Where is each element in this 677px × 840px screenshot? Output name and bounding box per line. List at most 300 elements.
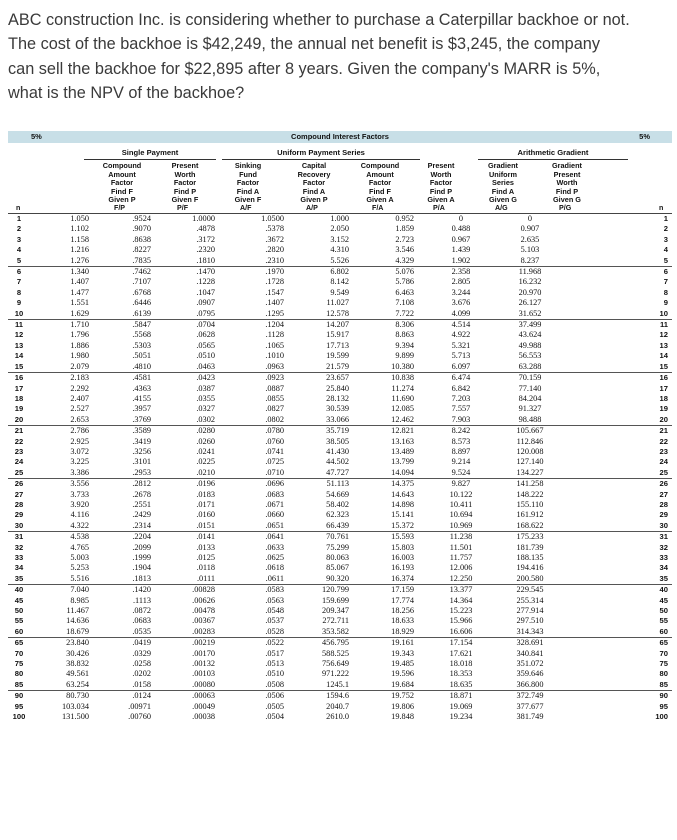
factor-value: .0887	[265, 383, 284, 393]
column-header-line: Factor	[110, 178, 134, 188]
factor-value: 15.593	[391, 532, 414, 542]
period-number: 15	[8, 362, 30, 373]
factor-value: 2.925	[70, 436, 89, 446]
factor-value: 229.545	[516, 585, 544, 595]
factor-value: .7107	[132, 277, 151, 287]
factor-value: 4.099	[428, 309, 494, 320]
period-number: 22	[659, 436, 668, 446]
factor-value: 11.968	[518, 267, 542, 277]
factor-value: 12.085	[391, 404, 414, 414]
factor-value: 161.912	[516, 510, 544, 520]
factor-value: .2820	[265, 245, 284, 255]
factor-value: 11.690	[391, 393, 414, 403]
factor-value: 51.113	[326, 479, 349, 489]
factor-value: 11.027	[326, 298, 349, 308]
period-number: 27	[659, 489, 668, 499]
period-number: 50	[659, 606, 668, 616]
factor-value: .1470	[196, 267, 215, 277]
factor-value: 13.163	[391, 436, 414, 446]
factor-value: 43.624	[518, 330, 542, 340]
factor-value: .0202	[132, 669, 151, 679]
column-header-line: Given F	[234, 195, 262, 205]
factor-value: 1.216	[70, 245, 89, 255]
period-number: 7	[663, 277, 668, 287]
column-header-line: Fund	[239, 169, 257, 179]
factor-value: .1228	[196, 277, 215, 287]
column-header-line: Given G	[553, 195, 581, 205]
table-row	[8, 384, 672, 394]
factor-value: .00478	[192, 606, 215, 616]
factor-value: .00132	[192, 659, 215, 669]
factor-value: 12.462	[365, 415, 428, 426]
factor-value: .00038	[192, 712, 215, 722]
factor-value: .0583	[265, 585, 284, 595]
factor-value: 8.985	[70, 595, 89, 605]
period-number: 16	[659, 373, 668, 383]
factor-value: 19.684	[365, 680, 428, 691]
factor-value: .4581	[132, 373, 151, 383]
factor-value: 10.411	[449, 499, 473, 509]
period-number: 40	[659, 585, 668, 595]
period-number: 6	[16, 267, 22, 277]
factor-value: .4155	[132, 393, 151, 403]
factor-value: .1810	[165, 256, 230, 267]
table-row	[8, 404, 672, 414]
period-number: 30	[566, 521, 672, 532]
factor-value: 37.499	[518, 320, 542, 330]
table-row	[8, 585, 672, 596]
period-number: 10	[8, 309, 30, 320]
column-header-line: Factor	[173, 178, 197, 188]
factor-value: .2551	[132, 499, 151, 509]
table-row	[8, 426, 672, 437]
factor-value: 11.238	[449, 532, 473, 542]
column-header-line: Given G	[489, 195, 517, 205]
column-header-line: Find P	[173, 186, 197, 196]
factor-value: 359.646	[516, 669, 544, 679]
factor-value: 19.752	[391, 691, 414, 701]
factor-value: 272.711	[322, 616, 349, 626]
factor-value: 14.375	[391, 479, 414, 489]
factor-value: 9.899	[395, 351, 414, 361]
factor-value: 2.635	[520, 234, 540, 244]
factor-value: .2812	[132, 479, 151, 489]
factor-value: 15.966	[449, 616, 473, 626]
factor-value: 1.276	[30, 256, 99, 267]
factor-value: 3.556	[70, 479, 89, 489]
factor-value: 456.795	[322, 638, 349, 648]
period-number: 9	[16, 298, 22, 308]
table-row	[8, 341, 672, 351]
factor-value: .0171	[196, 499, 215, 509]
column-header-line: Find F	[111, 186, 133, 196]
factor-value: 63.288	[494, 362, 566, 373]
period-number: 35	[8, 574, 30, 585]
factor-value: 1.902	[428, 256, 494, 267]
factor-value: .0618	[265, 563, 284, 573]
period-number: 3	[663, 234, 668, 244]
factor-value: 209.347	[322, 606, 349, 616]
factor-value: 98.488	[494, 415, 566, 426]
factor-value: 1.0500	[261, 214, 284, 223]
table-title: Compound Interest Factors	[291, 132, 389, 141]
period-number: 34	[659, 563, 668, 573]
factor-value: 328.691	[516, 638, 544, 648]
n-label-right: n	[659, 204, 664, 212]
factor-value: .1547	[265, 287, 284, 297]
factor-value: 277.914	[516, 606, 544, 616]
n-label-left: n	[16, 204, 21, 212]
table-row	[8, 394, 672, 404]
factor-value: 2.653	[30, 415, 99, 426]
factor-value: 1.477	[70, 287, 89, 297]
table-row	[8, 235, 672, 245]
factor-value: .7462	[132, 267, 151, 277]
factor-value: 4.514	[451, 320, 471, 330]
factor-value: 10.122	[449, 489, 473, 499]
factor-value: 21.579	[298, 362, 365, 373]
factor-value: 54.669	[326, 489, 349, 499]
factor-notation: P/A	[433, 204, 445, 212]
group-title: Arithmetic Gradient	[478, 147, 628, 160]
factor-value: .0660	[265, 510, 284, 520]
period-number: 95	[14, 701, 24, 711]
factor-value: 2.050	[330, 224, 349, 234]
period-number: 90	[659, 691, 668, 701]
factor-value: 5.526	[298, 256, 365, 267]
factor-value: .0508	[230, 680, 298, 691]
factor-value: 141.258	[516, 479, 544, 489]
interest-factor-table	[8, 131, 672, 723]
column-header-line: Recovery	[297, 169, 331, 179]
factor-value: 77.140	[518, 383, 542, 393]
factor-notation: F/P	[114, 204, 126, 212]
factor-value: 12.006	[449, 563, 473, 573]
factor-value: 18.635	[428, 680, 494, 691]
table-row	[8, 553, 672, 563]
factor-value: .0505	[265, 701, 284, 711]
factor-value: 3.386	[30, 468, 99, 479]
factor-value: .00063	[192, 691, 215, 701]
factor-value: 351.072	[516, 659, 544, 669]
factor-value: 1.886	[70, 340, 89, 350]
factor-value: 3.072	[70, 446, 89, 456]
factor-value: .0827	[265, 404, 284, 414]
factor-value: .0111	[165, 574, 230, 585]
group-single-payment	[84, 147, 216, 160]
factor-value: 1.551	[70, 298, 89, 308]
factor-value: 5.786	[395, 277, 414, 287]
factor-value: 14.207	[326, 320, 349, 330]
factor-value: 12.821	[391, 426, 414, 436]
factor-value: 13.799	[391, 457, 414, 467]
factor-value: 19.806	[391, 701, 414, 711]
factor-value: .0329	[132, 648, 151, 658]
factor-value: 7.040	[70, 585, 89, 595]
factor-value: .1128	[265, 330, 284, 340]
factor-value: 13.489	[391, 446, 414, 456]
column-header-line: Find P	[429, 186, 453, 196]
factor-value: .0522	[265, 638, 284, 648]
factor-value: 6.463	[395, 287, 414, 297]
table-row	[8, 574, 672, 585]
factor-value: 2.358	[451, 267, 471, 277]
factor-value: 17.621	[449, 648, 473, 658]
factor-value: 15.917	[326, 330, 349, 340]
factor-value: 19.848	[391, 712, 414, 722]
column-header-line: Find A	[302, 186, 326, 196]
factor-value: 588.525	[322, 648, 349, 658]
factor-value: .3957	[132, 404, 151, 414]
factor-value: 1.859	[395, 224, 414, 234]
period-number: 55	[659, 616, 668, 626]
column-header-line: Given A	[427, 195, 455, 205]
factor-value: 10.380	[365, 362, 428, 373]
factor-value: .3589	[132, 426, 151, 436]
factor-value: .2099	[132, 542, 151, 552]
period-number: 55	[14, 616, 24, 626]
factor-value: 1.0000	[192, 214, 215, 223]
period-number: 4	[16, 245, 22, 255]
factor-value: 62.323	[326, 510, 349, 520]
factor-value: .0506	[265, 691, 284, 701]
table-row	[8, 245, 672, 255]
factor-value: 9.549	[330, 287, 349, 297]
column-header-line: Uniform	[489, 169, 517, 179]
factor-value: .0795	[165, 309, 230, 320]
column-header-line: Compound	[360, 161, 400, 170]
period-number: 75	[14, 659, 24, 669]
factor-value: 8.237	[494, 256, 566, 267]
factor-value: .0258	[132, 659, 151, 669]
factor-value: .0760	[265, 436, 284, 446]
factor-value: 6.474	[451, 373, 471, 383]
factor-value: 18.256	[391, 606, 414, 616]
factor-value: 5.103	[520, 245, 540, 255]
period-number: 20	[566, 415, 672, 426]
factor-value: 19.234	[449, 712, 473, 722]
factor-value: .00103	[192, 669, 215, 679]
factor-value: 17.774	[391, 595, 414, 605]
factor-value: .1813	[99, 574, 165, 585]
period-number: 3	[16, 234, 22, 244]
factor-value: 2.786	[70, 426, 89, 436]
table-row	[8, 330, 672, 340]
period-number: 23	[14, 446, 24, 456]
factor-value: 6.097	[428, 362, 494, 373]
factor-value: 314.343	[494, 627, 566, 638]
factor-value: 41.430	[326, 446, 349, 456]
factor-value: .1295	[230, 309, 298, 320]
table-row	[8, 214, 672, 224]
period-number: 80	[14, 669, 24, 679]
factor-value: 63.254	[30, 680, 99, 691]
period-number: 20	[8, 415, 30, 426]
factor-value: 1.710	[70, 320, 89, 330]
question-line: what is the NPV of the backhoe?	[8, 84, 245, 103]
table-row	[8, 638, 672, 649]
factor-value: 1.629	[30, 309, 99, 320]
factor-value: .0872	[132, 606, 151, 616]
factor-value: 1594.6	[326, 691, 349, 701]
period-number: 8	[663, 287, 668, 297]
period-number: 27	[14, 489, 24, 499]
factor-value: 16.232	[518, 277, 542, 287]
period-number: 28	[14, 499, 24, 509]
factor-value: .00760	[128, 712, 151, 722]
period-number: 16	[14, 373, 24, 383]
period-number: 29	[659, 510, 668, 520]
factor-value: .0907	[196, 298, 215, 308]
factor-value: 19.485	[391, 659, 414, 669]
factor-value: 4.329	[365, 256, 428, 267]
factor-value: .0683	[132, 616, 151, 626]
table-row	[8, 298, 672, 308]
period-number: 33	[659, 553, 668, 562]
factor-value: 84.204	[518, 393, 542, 403]
period-number: 28	[659, 499, 668, 509]
factor-value: 9.524	[428, 468, 494, 479]
factor-value: .0160	[196, 510, 215, 520]
factor-value: 5.516	[30, 574, 99, 585]
factor-value: 1.796	[70, 330, 89, 340]
factor-value: 23.840	[66, 638, 89, 648]
factor-value: 194.416	[516, 563, 544, 573]
factor-value: 14.643	[391, 489, 414, 499]
factor-value: .0563	[265, 595, 284, 605]
factor-value: .6768	[132, 287, 151, 297]
factor-value: 8.306	[395, 320, 414, 330]
factor-value: 4.538	[70, 532, 89, 542]
factor-value: .0683	[265, 489, 284, 499]
period-number: 23	[659, 446, 668, 456]
factor-value: 1.158	[70, 234, 89, 244]
factor-value: 155.110	[516, 499, 544, 509]
factor-value: 30.426	[66, 648, 89, 658]
period-number: 15	[566, 362, 672, 373]
factor-value: 28.132	[326, 393, 349, 403]
factor-value: .0280	[196, 426, 215, 436]
period-number: 85	[8, 680, 30, 691]
factor-value: .0710	[230, 468, 298, 479]
factor-value: 4.922	[451, 330, 471, 340]
factor-value: 1.102	[70, 224, 89, 234]
factor-value: .0704	[196, 320, 215, 330]
factor-value: .5051	[132, 351, 151, 361]
factor-value: 3.676	[451, 298, 471, 308]
factor-value: 377.677	[516, 701, 544, 711]
factor-value: 11.467	[66, 606, 89, 616]
factor-value: 17.154	[449, 638, 473, 648]
factor-value: 0	[458, 214, 464, 223]
factor-value: .3172	[196, 234, 215, 244]
factor-value: 49.561	[66, 669, 89, 679]
table-row	[8, 500, 672, 510]
table-row	[8, 415, 672, 426]
factor-value: .3419	[132, 436, 151, 446]
period-number: 33	[14, 553, 24, 562]
period-number: 19	[14, 404, 24, 414]
factor-value: .6139	[99, 309, 165, 320]
period-number: 11	[659, 320, 668, 330]
factor-value: .0528	[230, 627, 298, 638]
column-header-line: Compound	[102, 161, 142, 170]
factor-value: 127.140	[516, 457, 544, 467]
factor-value: 9.214	[451, 457, 471, 467]
factor-value: 31.652	[494, 309, 566, 320]
factor-value: 4.322	[30, 521, 99, 532]
question-line: The cost of the backhoe is $42,249, the annual net benefit is $3,245, the company	[8, 35, 600, 54]
factor-value: 12.250	[428, 574, 494, 585]
factor-value: 5.253	[70, 563, 89, 573]
group-title: Uniform Payment Series	[222, 147, 420, 160]
factor-value: 7.903	[428, 415, 494, 426]
factor-value: 105.667	[516, 426, 544, 436]
table-row	[8, 680, 672, 691]
factor-value: 8.573	[451, 436, 471, 446]
factor-value: .0225	[196, 457, 215, 467]
factor-value: .0210	[165, 468, 230, 479]
factor-value: 38.505	[326, 436, 349, 446]
table-row	[8, 256, 672, 267]
column-header-line: Find F	[369, 186, 391, 196]
factor-value: 2.805	[451, 277, 471, 287]
factor-value: 200.580	[494, 574, 566, 585]
factor-value: 255.314	[516, 595, 544, 605]
factor-value: 381.749	[516, 712, 544, 722]
factor-value: .00170	[192, 648, 215, 658]
factor-value: 58.402	[326, 499, 349, 509]
factor-value: 5.713	[451, 351, 471, 361]
factor-value: .0302	[165, 415, 230, 426]
factor-value: 18.018	[449, 659, 473, 669]
period-number: 75	[659, 659, 668, 669]
column-header	[530, 162, 604, 205]
factor-value: .0463	[165, 362, 230, 373]
factor-value: 1.050	[70, 214, 89, 223]
period-number: 8	[16, 287, 22, 297]
factor-value: 18.929	[365, 627, 428, 638]
factor-value: .0517	[265, 648, 284, 658]
factor-value: .9524	[132, 214, 151, 223]
factor-value: .0651	[230, 521, 298, 532]
table-row	[8, 309, 672, 320]
factor-value: .1047	[196, 287, 215, 297]
factor-value: 15.803	[391, 542, 414, 552]
factor-value: 14.636	[66, 616, 89, 626]
factor-value: 19.069	[449, 701, 473, 711]
factor-value: 9.394	[395, 340, 414, 350]
column-header-line: Find A	[491, 186, 515, 196]
factor-value: .1728	[265, 277, 284, 287]
table-row	[8, 691, 672, 702]
factor-value: .4810	[99, 362, 165, 373]
factor-value: .0419	[132, 638, 151, 648]
column-header-line: Gradient	[487, 161, 518, 170]
factor-value: 2.407	[70, 393, 89, 403]
factor-value: 85.067	[326, 563, 349, 573]
factor-value: 3.225	[70, 457, 89, 467]
factor-value: 756.649	[322, 659, 349, 669]
factor-value: 80.063	[326, 553, 349, 562]
factor-value: .1970	[265, 267, 284, 277]
period-number: 11	[14, 320, 24, 330]
factor-value: .0633	[265, 542, 284, 552]
factor-value: 33.066	[298, 415, 365, 426]
table-row	[8, 351, 672, 361]
factor-value: .00828	[192, 585, 215, 595]
period-number: 32	[14, 542, 24, 552]
